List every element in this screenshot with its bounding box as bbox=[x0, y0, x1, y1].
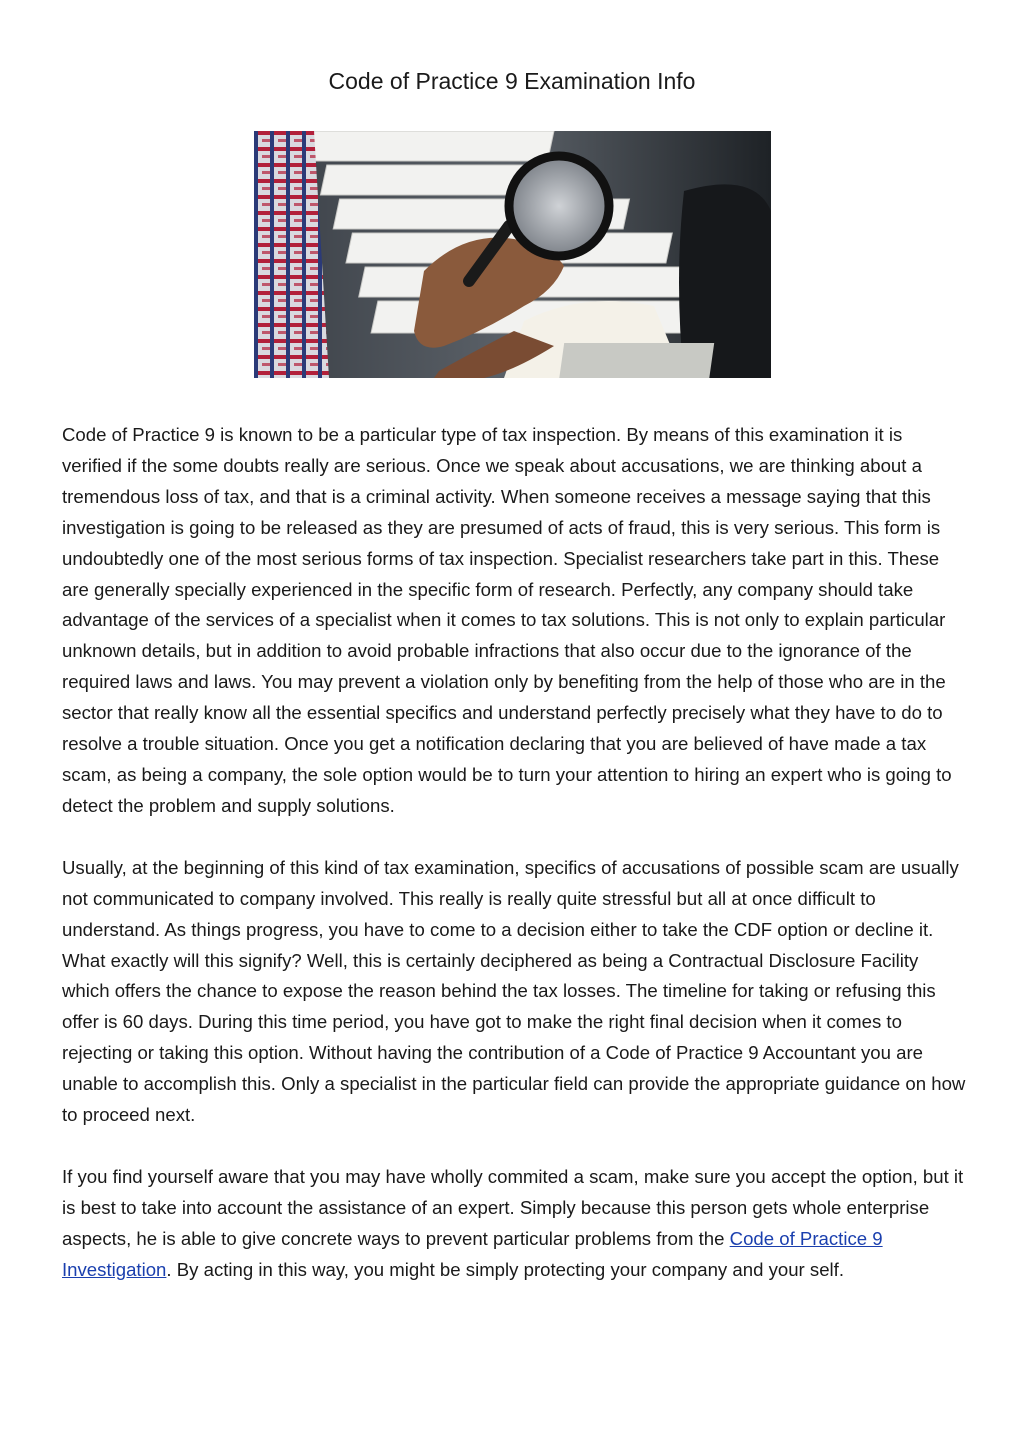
page-title: Code of Practice 9 Examination Info bbox=[328, 68, 696, 94]
article-body bbox=[62, 420, 966, 1317]
code-of-practice-9-investigation-link[interactable]: Code of Practice 9 Investigation bbox=[62, 1227, 883, 1280]
paragraph-3-text-after-link: . By acting in this way, you might be simply protecting your company and your self. bbox=[166, 1258, 845, 1280]
magnifying-glass-over-documents-icon bbox=[254, 131, 771, 378]
paragraph-1: Code of Practice 9 is known to be a particular type of tax inspection. By means of this examination it is verified if the some doubts really are serious. Once we speak about accusations, we are thinking about a tremendous loss of tax, and that is a criminal activity. When someone receives a message saying that this investigation is going to be released as they are presumed of acts of fraud, this is very serious. This form is undoubtedly one of the most serious forms of tax inspection. Specialist researchers take part in this. These are generally specially experienced in the specific form of research. Perfectly, any company should take advantage of the services of a specialist when it comes to tax solutions. This is not only to explain particular unknown details, but in addition to avoid probable infractions that also occur due to the ignorance of the required laws and laws. You may prevent a violation only by benefiting from the help of those who are in the sector that really know all the essential specifics and understand perfectly precisely what they have to do to resolve a trouble situation. Once you get a notification declaring that you are believed of have made a tax scam, as being a company, the sole option would be to turn your attention to hiring an expert who is going to detect the problem and supply solutions. bbox=[62, 424, 952, 816]
paragraph-3-text-before-link: If you find yourself aware that you may have wholly commited a scam, make sure you accept the option, but it is best to take into account the assistance of an expert. Simply because this person gets whole enterprise aspects, he is able to give concrete ways to prevent particular problems from the bbox=[62, 1165, 964, 1249]
hero-image bbox=[254, 131, 771, 378]
paragraph-2: Usually, at the beginning of this kind of tax examination, specifics of accusations of possible scam are usually not communicated to company involved. This really is really quite stressful but all at once difficult to understand. As things progress, you have to come to a decision either to take the CDF option or decline it. What exactly will this signify? Well, this is certainly deciphered as being a Contractual Disclosure Facility which offers the chance to expose the reason behind the tax losses. The timeline for taking or refusing this offer is 60 days. During this time period, you have got to make the right final decision when it comes to rejecting or taking this option. Without having the contribution of a Code of Practice 9 Accountant you are unable to accomplish this. Only a specialist in the particular field can provide the appropriate guidance on how to proceed next. bbox=[62, 856, 966, 1126]
paragraph-3 bbox=[62, 1162, 966, 1286]
